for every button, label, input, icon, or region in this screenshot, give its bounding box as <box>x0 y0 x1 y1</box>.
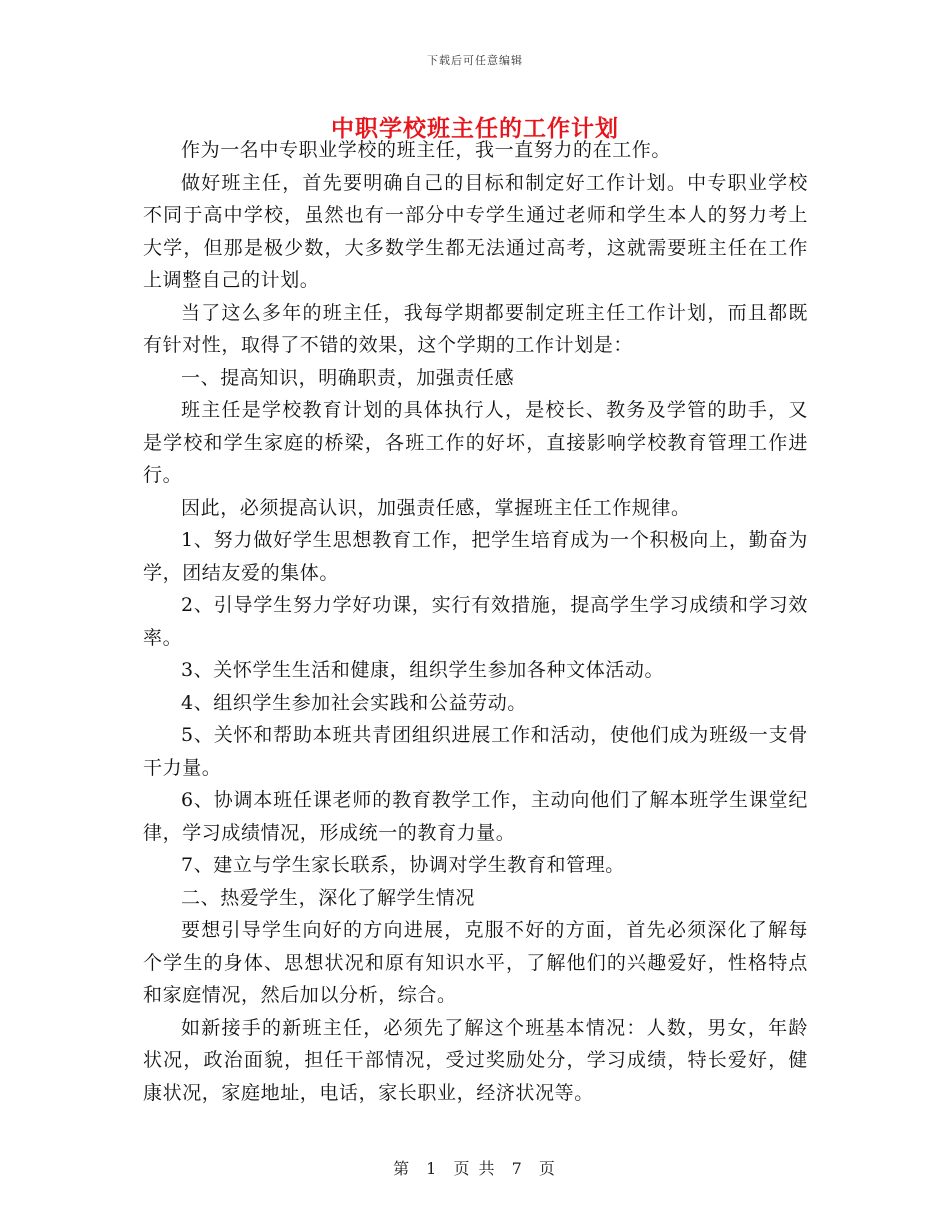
page-mid: 页 共 <box>453 1159 497 1178</box>
paragraph: 当了这么多年的班主任，我每学期都要制定班主任工作计划，而且都既有针对性，取得了不错的效果，这个学期的工作计划是： <box>143 301 808 356</box>
list-item: 1、努力做好学生思想教育工作，把学生培育成为一个积极向上，勤奋为学，团结友爱的集体。 <box>143 529 808 584</box>
paragraph: 因此，必须提高认识，加强责任感，掌握班主任工作规律。 <box>181 496 691 519</box>
paragraph: 班主任是学校教育计划的具体执行人，是校长、教务及学管的助手，又是学校和学生家庭的桥梁，各班工作的好坏，直接影响学校教育管理工作进行。 <box>143 399 808 486</box>
page-prefix: 第 <box>393 1159 412 1178</box>
list-item: 3、关怀学生生活和健康，组织学生参加各种文体活动。 <box>181 659 665 681</box>
header-note: 下载后可任意编辑 <box>427 54 523 67</box>
document-body <box>143 134 808 1109</box>
paragraph: 要想引导学生向好的方向进展，克服不好的方面，首先必须深化了解每个学生的身体、思想状况和原有知识水平，了解他们的兴趣爱好，性格特点和家庭情况，然后加以分析，综合。 <box>143 919 808 1006</box>
page-footer <box>0 1156 950 1179</box>
list-item: 7、建立与学生家长联系，协调对学生教育和管理。 <box>181 854 625 876</box>
page-number: 1 <box>426 1159 439 1178</box>
list-item: 2、引导学生努力学好功课，实行有效措施，提高学生学习成绩和学习效率。 <box>143 594 808 649</box>
page-suffix: 页 <box>538 1159 557 1178</box>
paragraph: 做好班主任，首先要明确自己的目标和制定好工作计划。中专职业学校不同于高中学校，虽然也有一部分中专学生通过老师和学生本人的努力考上大学，但那是极少数，大多数学生都无法通过高考，这就需要班主任在工作上调整自己的计划。 <box>143 171 808 291</box>
list-item: 4、组织学生参加社会实践和公益劳动。 <box>181 691 527 714</box>
paragraph: 作为一名中专职业学校的班主任，我一直努力的在工作。 <box>181 139 672 161</box>
list-item: 6、协调本班任课老师的教育教学工作，主动向他们了解本班学生课堂纪律，学习成绩情况，形成统一的教育力量。 <box>143 789 808 844</box>
section-heading: 二、热爱学生，深化了解学生情况 <box>181 886 476 909</box>
document-title: 中职学校班主任的工作计划 <box>331 115 619 142</box>
list-item: 5、关怀和帮助本班共青团组织进展工作和活动，使他们成为班级一支骨干力量。 <box>143 724 808 779</box>
page-total: 7 <box>511 1159 524 1178</box>
section-heading: 一、提高知识，明确职责，加强责任感 <box>181 366 515 389</box>
paragraph: 如新接手的新班主任，必须先了解这个班基本情况：人数，男女，年龄状况，政治面貌，担任干部情况，受过奖励处分，学习成绩，特长爱好，健康状况，家庭地址，电话，家长职业，经济状况等。 <box>143 1016 808 1104</box>
